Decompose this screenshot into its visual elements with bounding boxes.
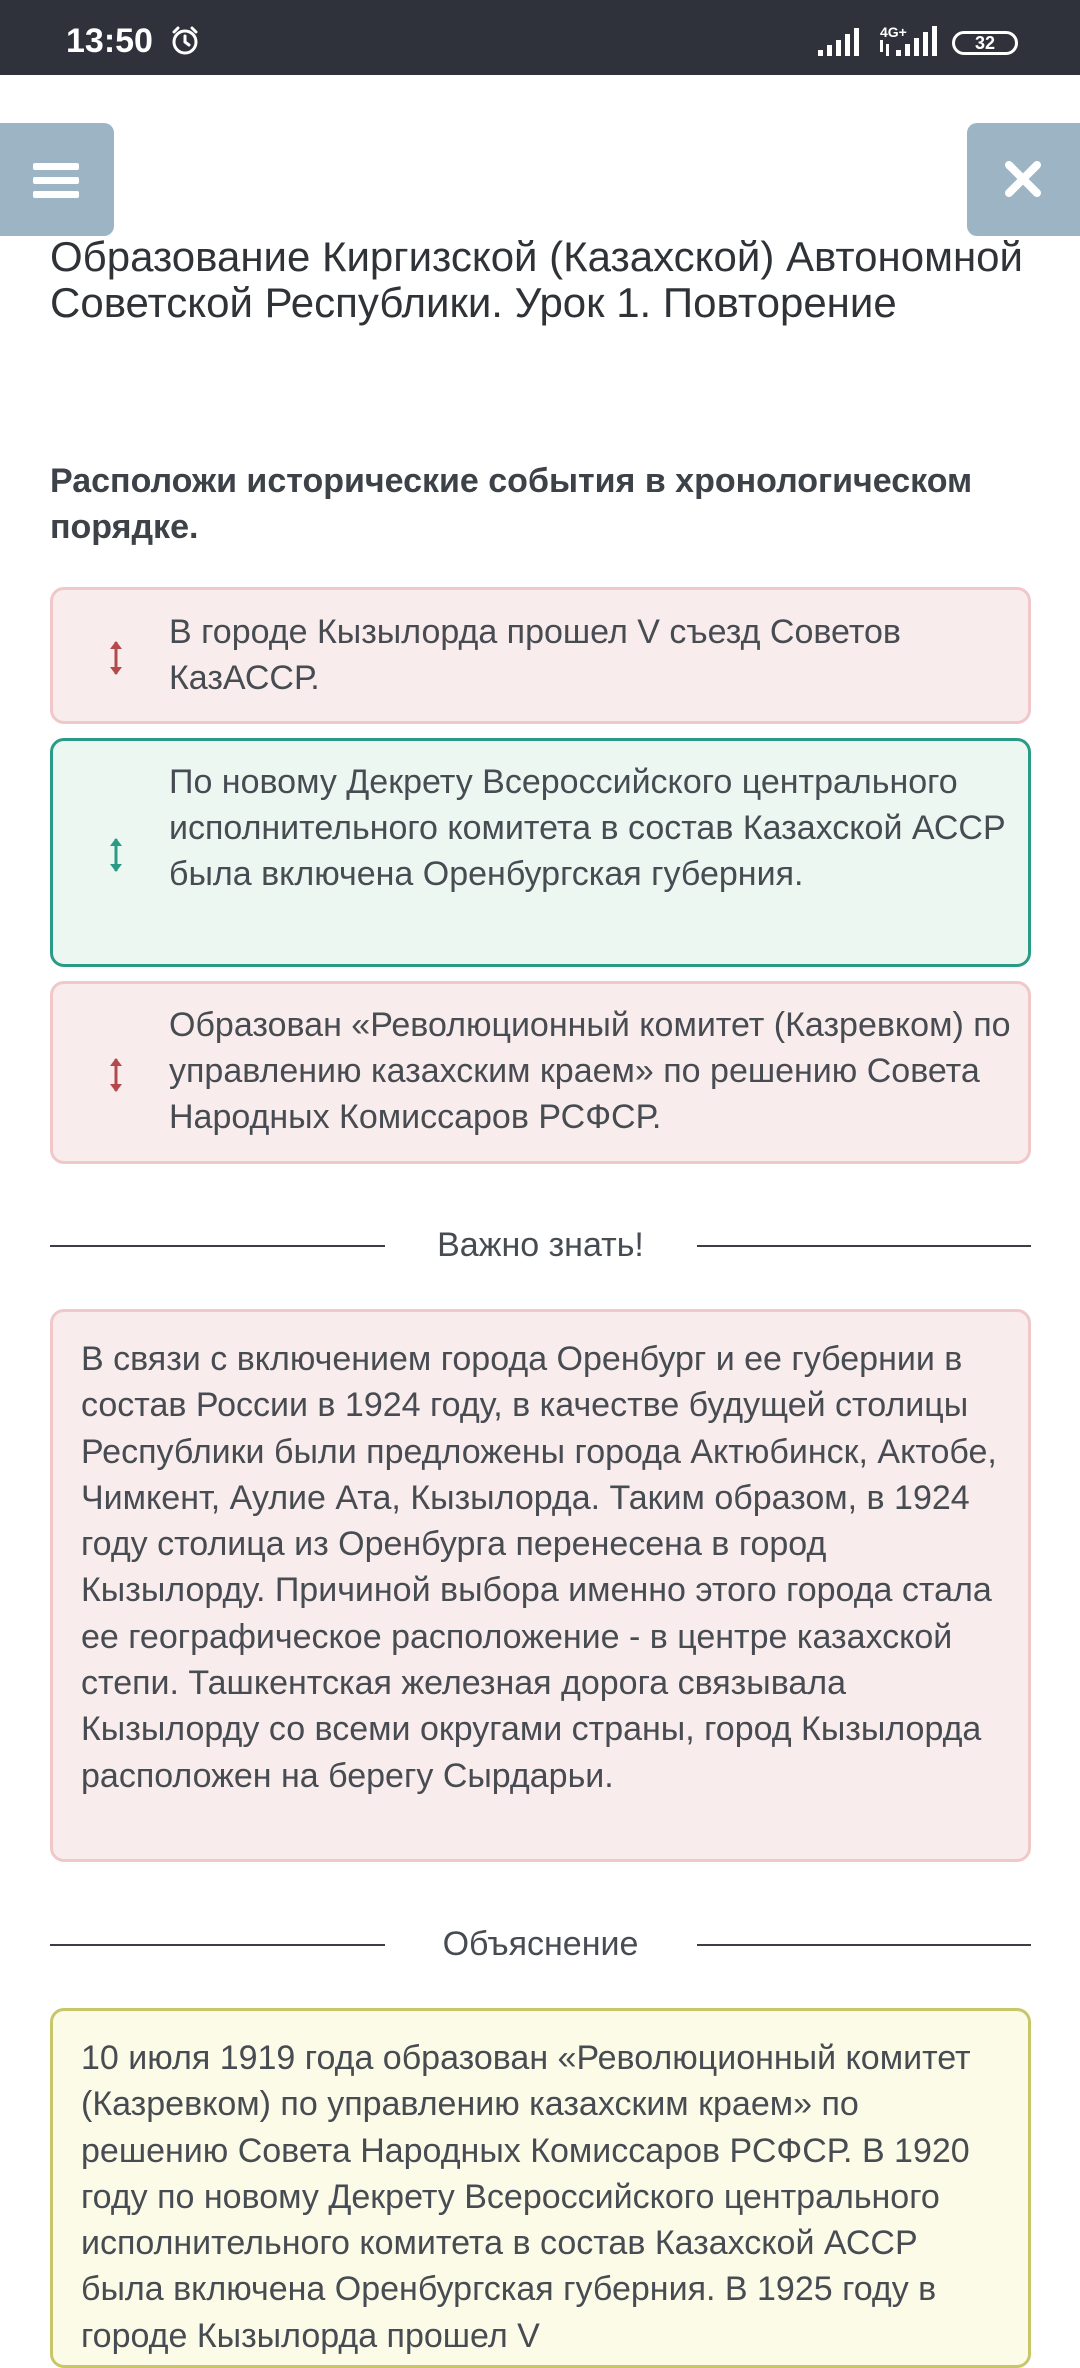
page-title: Образование Киргизской (Казахской) Автономной Советской Республики. Урок 1. Повторение [50, 233, 1023, 326]
event-card-1[interactable] [50, 587, 1031, 724]
signal-icon [818, 28, 860, 56]
hamburger-icon [33, 177, 79, 184]
alarm-icon [170, 26, 200, 56]
explanation-text: 10 июля 1919 года образован «Революционный комитет (Казревком) по управлению казахским краем» по решению Совета Народных Комиссаров РСФСР. В 1920 году по новому Декрету Всероссийского центрального исполнительного комитета в состав Казахской АССР была включена Оренбургская губерния. В 1925 году в городе Кызылорда прошел V [81, 2039, 971, 2355]
close-button[interactable] [967, 123, 1080, 236]
status-time: 13:50 [66, 22, 153, 60]
close-icon [1004, 160, 1042, 198]
event-text: По новому Декрету Всероссийского центрального исполнительного комитета в состав Казахской АССР была включена Оренбургская губерния. [169, 763, 1006, 893]
event-text: В городе Кызылорда прошел V съезд Советов КазАССР. [169, 613, 901, 697]
explanation-divider [50, 1921, 1031, 1967]
menu-button[interactable] [0, 123, 114, 236]
network-type: 4G+ [880, 24, 907, 40]
vertical-arrows-icon [109, 1056, 123, 1094]
important-divider [50, 1222, 1031, 1268]
status-bar [0, 0, 1080, 75]
hamburger-icon [33, 163, 79, 170]
important-box [50, 1309, 1031, 1862]
event-card-3[interactable] [50, 981, 1031, 1164]
important-text: В связи с включением города Оренбург и ее губернии в состав России в 1924 году, в качестве будущей столицы Республики были предложены города Актюбинск, Актобе, Чимкент, Аулие Ата, Кызылорда. Таким образом, в 1924 году столица из Оренбурга перенесена в город Кызылорду. Причиной выбора именно этого города стала ее географическое расположение - в центре казахской степи. Ташкентская железная дорога связывала Кызылорду со всеми округами страны, город Кызылорда расположен на берегу Сырдарьи. [81, 1340, 997, 1795]
vertical-arrows-icon [109, 836, 123, 874]
hamburger-icon [33, 191, 79, 198]
signal-icon [878, 22, 938, 58]
explanation-heading: Объяснение [442, 1925, 639, 1963]
important-heading: Важно знать! [437, 1226, 644, 1264]
explanation-box [50, 2008, 1031, 2368]
vertical-arrows-icon [109, 639, 123, 677]
task-instruction: Расположи исторические события в хронологическом порядке. [50, 462, 973, 546]
event-card-2[interactable] [50, 738, 1031, 967]
battery-indicator: 32 [952, 31, 1018, 55]
event-text: Образован «Революционный комитет (Казревком) по управлению казахским краем» по решению Совета Народных Комиссаров РСФСР. [169, 1006, 1011, 1136]
